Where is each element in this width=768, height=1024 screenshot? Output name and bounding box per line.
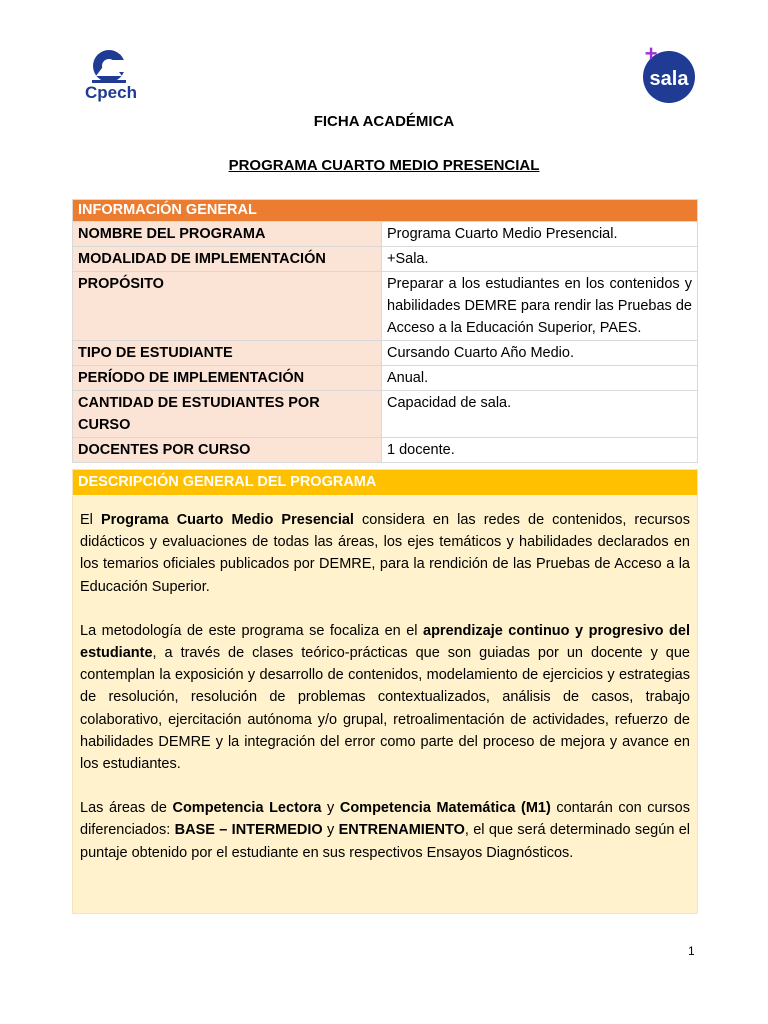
- table-row: [73, 438, 698, 463]
- row-value: Anual.: [382, 366, 698, 391]
- bold-text-run: BASE: [174, 822, 215, 839]
- bold-text-run: ENTRENAMIENTO: [338, 822, 465, 839]
- table-row: [73, 247, 698, 272]
- row-label: CANTIDAD DE ESTUDIANTES POR CURSO: [73, 391, 382, 438]
- table-row: [73, 272, 698, 341]
- row-value: Capacidad de sala.: [382, 391, 698, 438]
- document-title: FICHA ACADÉMICA: [313, 113, 455, 130]
- text-run: La metodología de este programa se focaliza en el: [80, 622, 424, 639]
- table-header-row: [73, 200, 698, 222]
- row-label: MODALIDAD DE IMPLEMENTACIÓN: [73, 247, 382, 272]
- table-header: INFORMACIÓN GENERAL: [73, 200, 698, 222]
- text-run: Las áreas de: [80, 800, 173, 817]
- row-label: PROPÓSITO: [73, 272, 382, 341]
- row-value: Preparar a los estudiantes en los contenidos y habilidades DEMRE para rendir las Pruebas de Acceso a la Educación Superior, PAES.: [382, 272, 698, 341]
- general-info-table: [72, 199, 698, 463]
- cpech-logo-text: Cpech: [85, 83, 137, 102]
- description-body: [73, 495, 697, 864]
- row-value: +Sala.: [382, 247, 698, 272]
- program-description-box: [72, 469, 698, 914]
- row-label: DOCENTES POR CURSO: [73, 438, 382, 463]
- bold-text-run: aprendizaje continuo y progresivo del estudiante: [80, 622, 690, 662]
- cpech-logo: [78, 46, 144, 102]
- table-row: [73, 341, 698, 366]
- sala-logo: [638, 44, 700, 104]
- bold-text-run: INTERMEDIO: [231, 822, 323, 839]
- row-value: Cursando Cuarto Año Medio.: [382, 341, 698, 366]
- table-row: [73, 366, 698, 391]
- row-value: 1 docente.: [382, 438, 698, 463]
- bold-text-run: Competencia Lectora: [172, 800, 322, 817]
- description-paragraph-1: [80, 509, 690, 598]
- page-number: 1: [688, 944, 695, 958]
- table-row: [73, 391, 698, 438]
- description-paragraph-2: [80, 620, 690, 775]
- description-paragraph-3: [80, 797, 690, 864]
- text-run: contarán con cursos diferenciados:: [80, 800, 690, 839]
- document-subtitle: PROGRAMA CUARTO MEDIO PRESENCIAL: [228, 157, 540, 174]
- row-label: NOMBRE DEL PROGRAMA: [73, 222, 382, 247]
- text-run: considera en las redes de contenidos, recursos didácticos y evaluaciones de todas las áreas, los ejes temáticos y habilidades declarados en los temarios oficiales publicados por DEMRE, para la rendición de las Pruebas de Acceso a la Educación Superior.: [80, 512, 691, 595]
- text-run: , a través de clases teórico-prácticas que son guiadas por un docente y que contemplan la exposición y desarrollo de contenidos, modelamiento de ejercicios y estrategias de resolución, resolución de problemas contextualizados, análisis de casos, trabajo colaborativo, ejercitación autónoma y/o grupal, retroalimentación de actividades, refuerzo de habilidades DEMRE y la integración del error como parte del proceso de mejora y avance en los estudiantes.: [80, 645, 690, 773]
- text-run: y: [322, 822, 339, 839]
- row-label: TIPO DE ESTUDIANTE: [73, 341, 382, 366]
- row-value: Programa Cuarto Medio Presencial.: [382, 222, 698, 247]
- sala-logo-plus: +: [644, 44, 658, 66]
- text-run: , el que será determinado según el puntaje obtenido por el estudiante en sus respectivos Ensayos Diagnósticos.: [80, 822, 691, 861]
- row-label: PERÍODO DE IMPLEMENTACIÓN: [73, 366, 382, 391]
- table-row: [73, 222, 698, 247]
- sala-logo-text: sala: [649, 68, 689, 90]
- description-header: DESCRIPCIÓN GENERAL DEL PROGRAMA: [73, 470, 697, 495]
- bold-text-run: –: [214, 822, 232, 839]
- text-run: y: [321, 800, 340, 817]
- bold-text-run: Programa Cuarto Medio Presencial: [100, 512, 354, 528]
- bold-text-run: Competencia Matemática (M1): [339, 800, 551, 817]
- text-run: El: [80, 512, 101, 528]
